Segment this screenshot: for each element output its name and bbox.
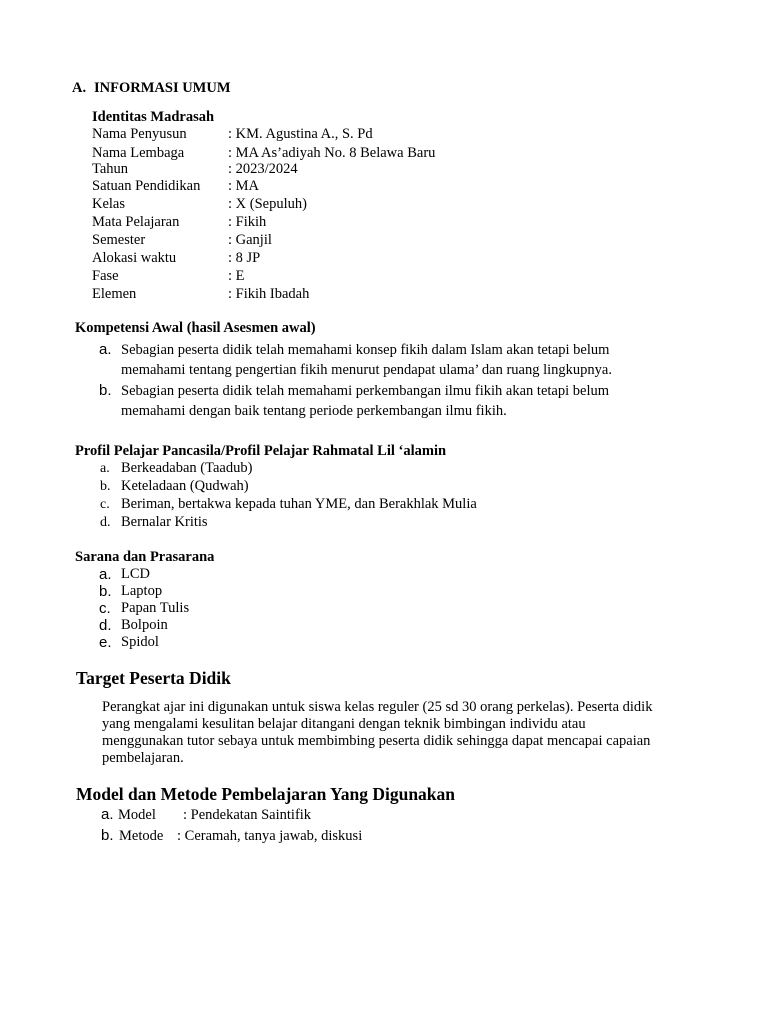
target-paragraph-line: pembelajaran. [102,750,184,766]
identitas-value: : MA As’adiyah No. 8 Belawa Baru [228,145,436,161]
list-item-text: LCD [121,566,150,582]
identitas-value: : Fikih Ibadah [228,286,310,302]
identitas-label: Tahun [92,161,129,177]
list-marker: b. [100,479,111,494]
target-paragraph-line: yang mengalami kesulitan belajar ditangani dengan teknik bimbingan individu atau [102,716,586,732]
list-item-text: memahami dengan baik tentang periode perkembangan ilmu fikih. [121,403,507,419]
model-heading: Model dan Metode Pembelajaran Yang Digunakan [76,784,456,804]
section-marker: A. [72,80,87,96]
model-label: Metode [119,828,164,844]
list-marker: a. [99,341,112,358]
identitas-label: Satuan Pendidikan [92,178,201,194]
list-marker: b. [99,382,112,399]
list-item-text: Sebagian peserta didik telah memahami konsep fikih dalam Islam akan tetapi belum [121,342,610,358]
list-marker: a. [101,806,114,823]
list-marker: b. [101,827,114,844]
identitas-label: Mata Pelajaran [92,214,180,230]
identitas-value: : X (Sepuluh) [228,196,307,212]
list-marker: d. [100,515,111,530]
kompetensi-heading: Kompetensi Awal (hasil Asesmen awal) [75,320,316,336]
identitas-value: : Fikih [228,214,267,230]
list-marker: a. [100,461,110,476]
identitas-label: Nama Penyusun [92,126,187,142]
sarana-heading: Sarana dan Prasarana [75,549,215,565]
list-item-text: Berkeadaban (Taadub) [121,460,253,476]
identitas-label: Kelas [92,196,126,212]
list-marker: c. [100,497,110,512]
list-marker: c. [99,600,111,617]
list-item-text: Bolpoin [121,617,168,633]
target-paragraph-line: menggunakan tutor sebaya untuk membimbing peserta didik sehingga dapat mencapai capaian [102,733,651,749]
list-marker: b. [99,583,112,600]
identitas-heading: Identitas Madrasah [92,109,215,125]
identitas-value: : 2023/2024 [228,161,298,177]
model-value: : Ceramah, tanya jawab, diskusi [177,828,363,844]
target-paragraph-line: Perangkat ajar ini digunakan untuk siswa kelas reguler (25 sd 30 orang perkelas). Peserta didik [102,699,653,715]
target-heading: Target Peserta Didik [76,668,231,688]
list-item-text: Spidol [121,634,159,650]
list-marker: e. [99,634,112,651]
list-item-text: Laptop [121,583,163,599]
list-item-text: Bernalar Kritis [121,514,208,530]
list-item-text: Sebagian peserta didik telah memahami perkembangan ilmu fikih akan tetapi belum [121,383,610,399]
identitas-value: : 8 JP [228,250,261,266]
list-item-text: Papan Tulis [121,600,190,616]
list-item-text: memahami tentang pengertian fikih menurut pendapat ulama’ dan ruang lingkupnya. [121,362,612,378]
identitas-value: : KM. Agustina A., S. Pd [228,126,373,142]
identitas-value: : MA [228,178,260,194]
identitas-label: Fase [92,268,119,284]
model-value: : Pendekatan Saintifik [183,807,312,823]
section-title: INFORMASI UMUM [94,80,231,96]
model-label: Model [118,807,156,823]
identitas-value: : Ganjil [228,232,272,248]
profil-heading: Profil Pelajar Pancasila/Profil Pelajar Rahmatal Lil ‘alamin [75,443,447,459]
identitas-label: Alokasi waktu [92,250,177,266]
identitas-label: Elemen [92,286,137,302]
list-marker: d. [99,617,112,634]
list-marker: a. [99,566,112,583]
identitas-value: : E [228,268,245,284]
list-item-text: Keteladaan (Qudwah) [121,478,249,494]
identitas-label: Nama Lembaga [92,145,185,161]
list-item-text: Beriman, bertakwa kepada tuhan YME, dan Berakhlak Mulia [121,496,477,512]
identitas-label: Semester [92,232,146,248]
